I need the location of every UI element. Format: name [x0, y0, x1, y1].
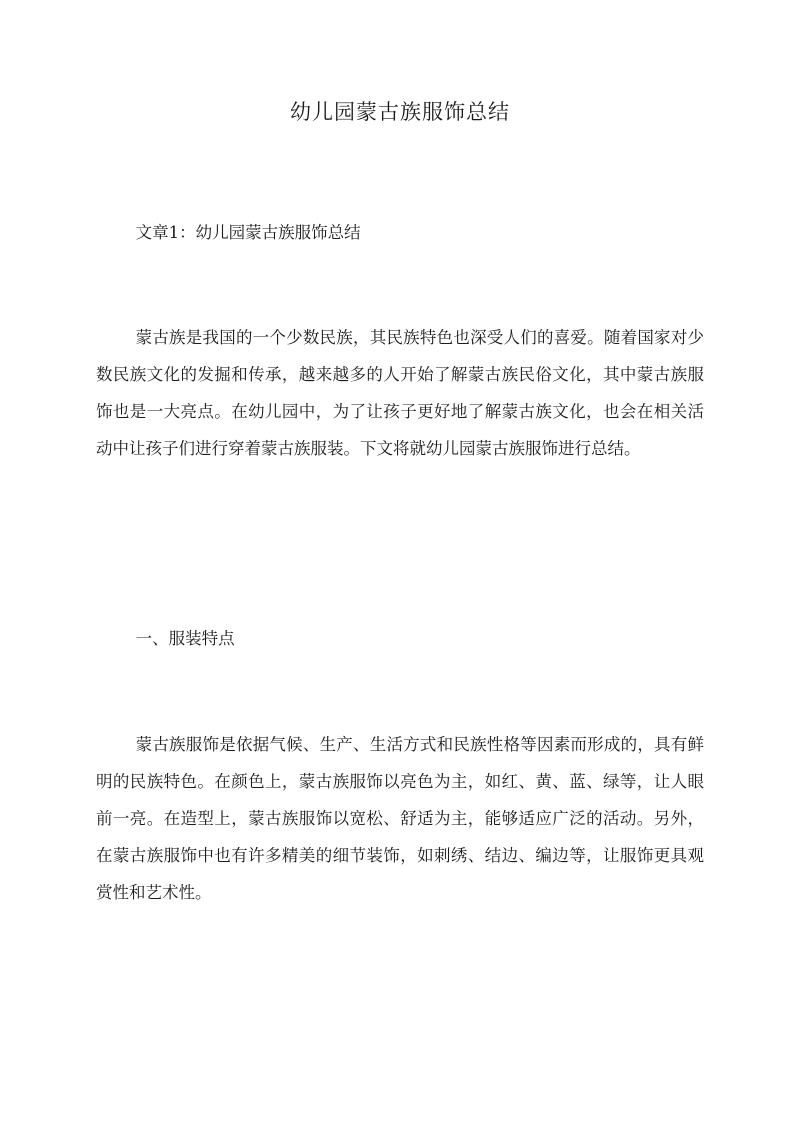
document-title: 幼儿园蒙古族服饰总结	[290, 100, 510, 124]
article-label: 文章1：幼儿园蒙古族服饰总结	[135, 223, 361, 242]
intro-paragraph-text: 蒙古族是我国的一个少数民族，其民族特色也深受人们的喜爱。随着国家对少数民族文化的发掘和传承，越来越多的人开始了解蒙古族民俗文化，其中蒙古族服饰也是一大亮点。在幼儿园中，为了让孩子更好地了解蒙古族文化，也会在相关活动中让孩子们进行穿着蒙古族服装。下文将就幼儿园蒙古族服饰进行总结。	[96, 328, 704, 458]
section-heading-clothing-features: 一、服装特点	[135, 629, 235, 648]
section-paragraph-text: 蒙古族服饰是依据气候、生产、生活方式和民族性格等因素而形成的，具有鲜明的民族特色。在颜色上，蒙古族服饰以亮色为主，如红、黄、蓝、绿等，让人眼前一亮。在造型上，蒙古族服饰以宽松、舒适为主，能够适应广泛的活动。另外，在蒙古族服饰中也有许多精美的细节装饰，如刺绣、结边、编边等，让服饰更具观赏性和艺术性。	[96, 735, 704, 902]
section-paragraph-clothing-features	[96, 726, 704, 911]
intro-paragraph	[96, 319, 704, 467]
